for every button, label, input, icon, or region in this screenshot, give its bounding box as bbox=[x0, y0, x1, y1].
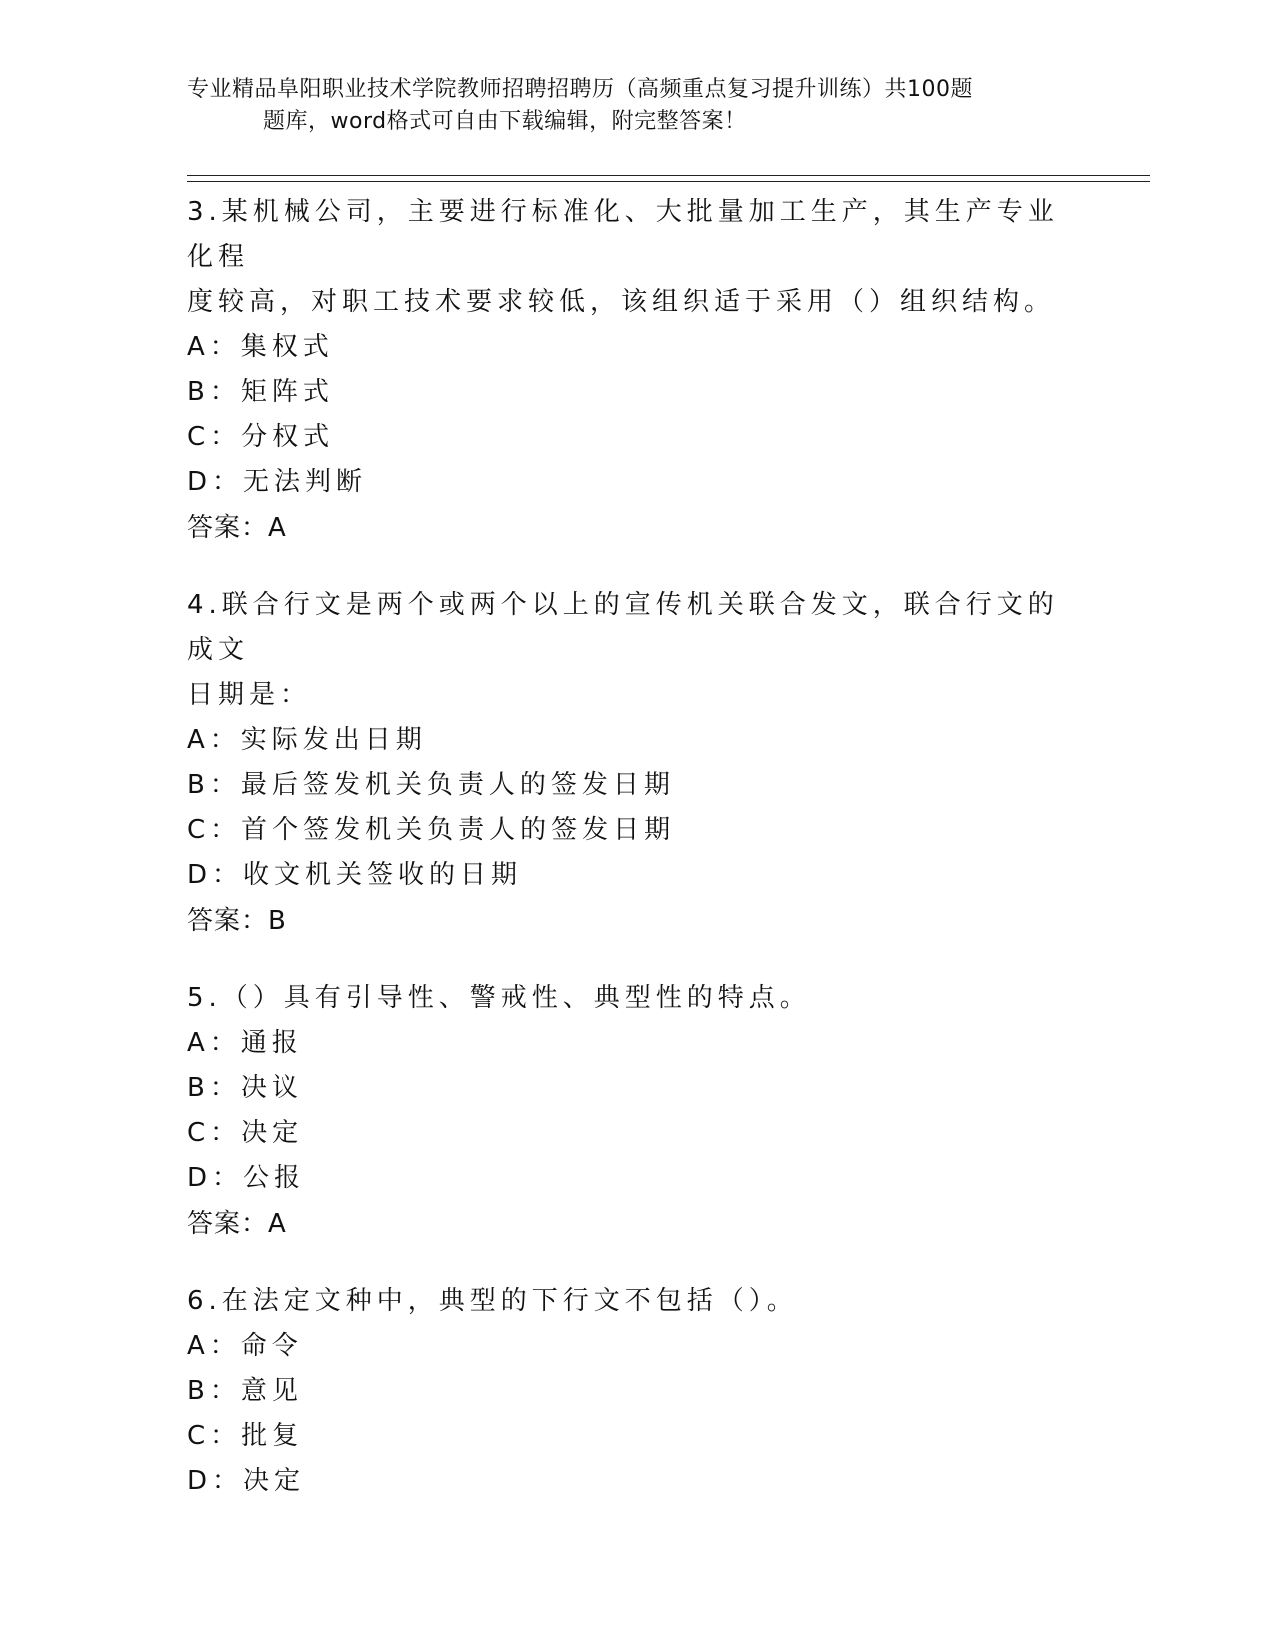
option-a: A：集权式 bbox=[187, 332, 334, 362]
question-text: 3.某机械公司，主要进行标准化、大批量加工生产，其生产专业化程 bbox=[187, 197, 1059, 272]
answer: 答案：A bbox=[187, 1209, 287, 1239]
question-5 bbox=[187, 976, 1067, 1247]
answer: 答案：A bbox=[187, 513, 287, 543]
option-c: C：批复 bbox=[187, 1421, 304, 1451]
header-title-line-2: 题库，word格式可自由下载编辑，附完整答案！ bbox=[263, 109, 747, 134]
question-text: 5.（）具有引导性、警戒性、典型性的特点。 bbox=[187, 983, 811, 1013]
header-title-line-1: 专业精品阜阳职业技术学院教师招聘招聘历（高频重点复习提升训练）共100题 bbox=[187, 77, 973, 102]
option-b: B：最后签发机关负责人的签发日期 bbox=[187, 770, 675, 800]
document-header bbox=[187, 74, 1067, 138]
option-c: C：分权式 bbox=[187, 422, 335, 452]
header-divider-bottom bbox=[187, 181, 1150, 182]
option-d: D：公报 bbox=[187, 1163, 306, 1193]
question-text-continued: 日期是： bbox=[187, 680, 312, 710]
question-list bbox=[187, 190, 1067, 1536]
question-text-continued: 度较高，对职工技术要求较低，该组织适于采用（）组织结构。 bbox=[187, 287, 1056, 317]
option-a: A：命令 bbox=[187, 1331, 303, 1361]
option-b: B：意见 bbox=[187, 1376, 303, 1406]
option-a: A：实际发出日期 bbox=[187, 725, 427, 755]
option-c: C：首个签发机关负责人的签发日期 bbox=[187, 815, 676, 845]
option-d: D：决定 bbox=[187, 1466, 306, 1496]
option-c: C：决定 bbox=[187, 1118, 304, 1148]
option-d: D：收文机关签收的日期 bbox=[187, 860, 523, 890]
option-b: B：决议 bbox=[187, 1073, 303, 1103]
question-6 bbox=[187, 1279, 1067, 1504]
option-b: B：矩阵式 bbox=[187, 377, 334, 407]
option-a: A：通报 bbox=[187, 1028, 303, 1058]
question-text: 4.联合行文是两个或两个以上的宣传机关联合发文，联合行文的成文 bbox=[187, 590, 1059, 665]
option-d: D：无法判断 bbox=[187, 467, 368, 497]
question-3 bbox=[187, 190, 1067, 551]
question-4 bbox=[187, 583, 1067, 944]
answer: 答案：B bbox=[187, 906, 287, 936]
question-text: 6.在法定文种中，典型的下行文不包括（）。 bbox=[187, 1286, 798, 1316]
header-divider-top bbox=[187, 175, 1150, 176]
